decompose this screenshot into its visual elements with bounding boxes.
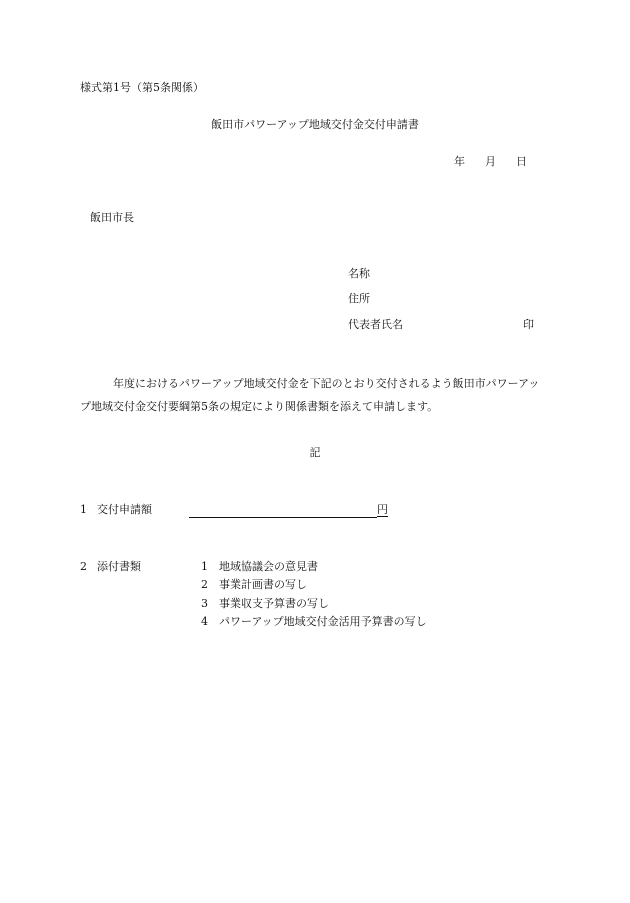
- attachment-number: 1: [201, 560, 208, 573]
- attachment-number: 3: [201, 597, 208, 610]
- date-month: 月: [485, 155, 496, 168]
- attachment-number: 4: [201, 615, 208, 628]
- form-number: 様式第1号（第5条関係）: [80, 81, 204, 94]
- attachment-label: 地域協議会の意見書: [219, 560, 318, 573]
- ki-heading: 記: [309, 446, 321, 459]
- attachment-item: [201, 578, 307, 592]
- attachment-item: [201, 615, 427, 629]
- yen-unit: 円: [377, 503, 388, 516]
- addressee: 飯田市長: [90, 211, 134, 224]
- body-text: 年度におけるパワーアップ地域交付金を下記のとおり交付されるよう飯田市パワーアップ地域交付金交付要綱第5条の規定により関係書類を添えて申請します。: [80, 377, 540, 413]
- attachment-item: [201, 560, 318, 574]
- attachment-label: 事業収支予算書の写し: [219, 597, 329, 610]
- date-line: [454, 155, 527, 169]
- attachment-label: 事業計画書の写し: [219, 578, 307, 591]
- seal-mark: 印: [523, 318, 534, 331]
- attachment-label: パワーアップ地域交付金活用予算書の写し: [219, 615, 427, 628]
- applicant-name-label: 名称: [348, 267, 370, 280]
- item1-number: 1: [80, 503, 87, 516]
- item2-label: 添付書類: [97, 560, 141, 573]
- date-year: 年: [454, 155, 465, 168]
- date-day: 日: [516, 155, 527, 168]
- attachment-number: 2: [201, 578, 208, 591]
- applicant-address-label: 住所: [348, 292, 370, 305]
- document-title: 飯田市パワーアップ地域交付金交付申請書: [211, 118, 419, 131]
- applicant-representative-label: 代表者氏名: [348, 318, 403, 331]
- item1-label: 交付申請額: [97, 503, 152, 516]
- amount-field[interactable]: [189, 504, 377, 518]
- attachment-item: [201, 597, 329, 611]
- item2-number: 2: [80, 560, 87, 573]
